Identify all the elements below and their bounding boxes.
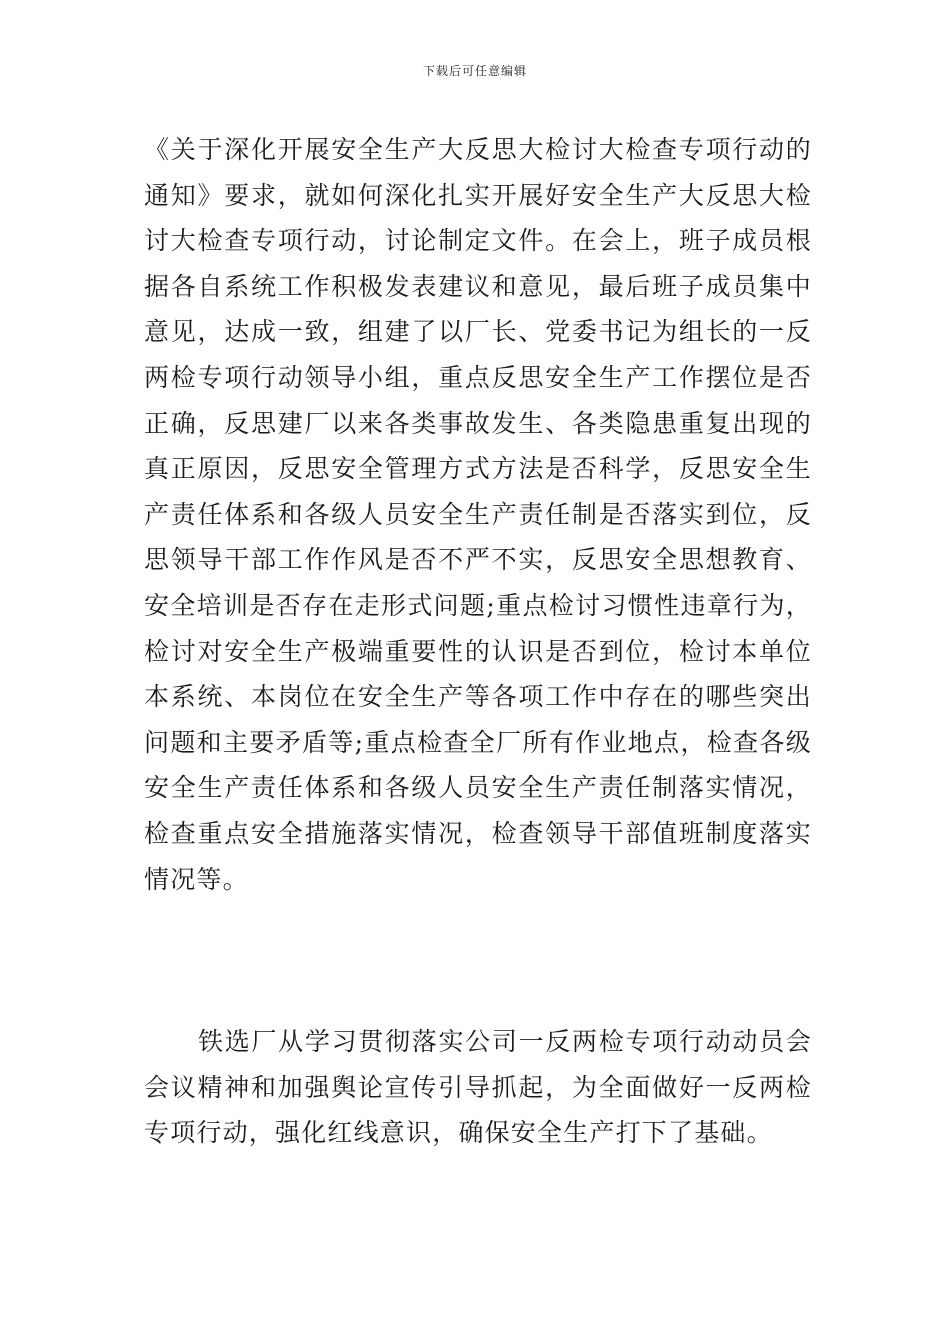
page-header-note: 下载后可任意编辑 [422,64,527,78]
body-paragraph-1: 《关于深化开展安全生产大反思大检讨大检查专项行动的通知》要求，就如何深化扎实开展好安全生产大反思大检讨大检查专项行动，讨论制定文件。在会上，班子成员根据各自系统工作积极发表建议和意见，最后班子成员集中意见，达成一致，组建了以厂长、党委书记为组长的一反两检专项行动领导小组，重点反思安全生产工作摆位是否正确，反思建厂以来各类事故发生、各类隐患重复出现的真正原因，反思安全管理方式方法是否科学，反思安全生产责任体系和各级人员安全生产责任制是否落实到位，反思领导干部工作作风是否不严不实，反思安全思想教育、安全培训是否存在走形式问题;重点检讨习惯性违章行为，检讨对安全生产极端重要性的认识是否到位，检讨本单位本系统、本岗位在安全生产等各项工作中存在的哪些突出问题和主要矛盾等;重点检查全厂所有作业地点，检查各级安全生产责任体系和各级人员安全生产责任制落实情况，检查重点安全措施落实情况，检查领导干部值班制度落实情况等。 [144,135,812,894]
body-paragraph-2: 铁选厂从学习贯彻落实公司一反两检专项行动动员会会议精神和加强舆论宣传引导抓起，为全面做好一反两检专项行动，强化红线意识，确保安全生产打下了基础。 [144,1027,812,1148]
